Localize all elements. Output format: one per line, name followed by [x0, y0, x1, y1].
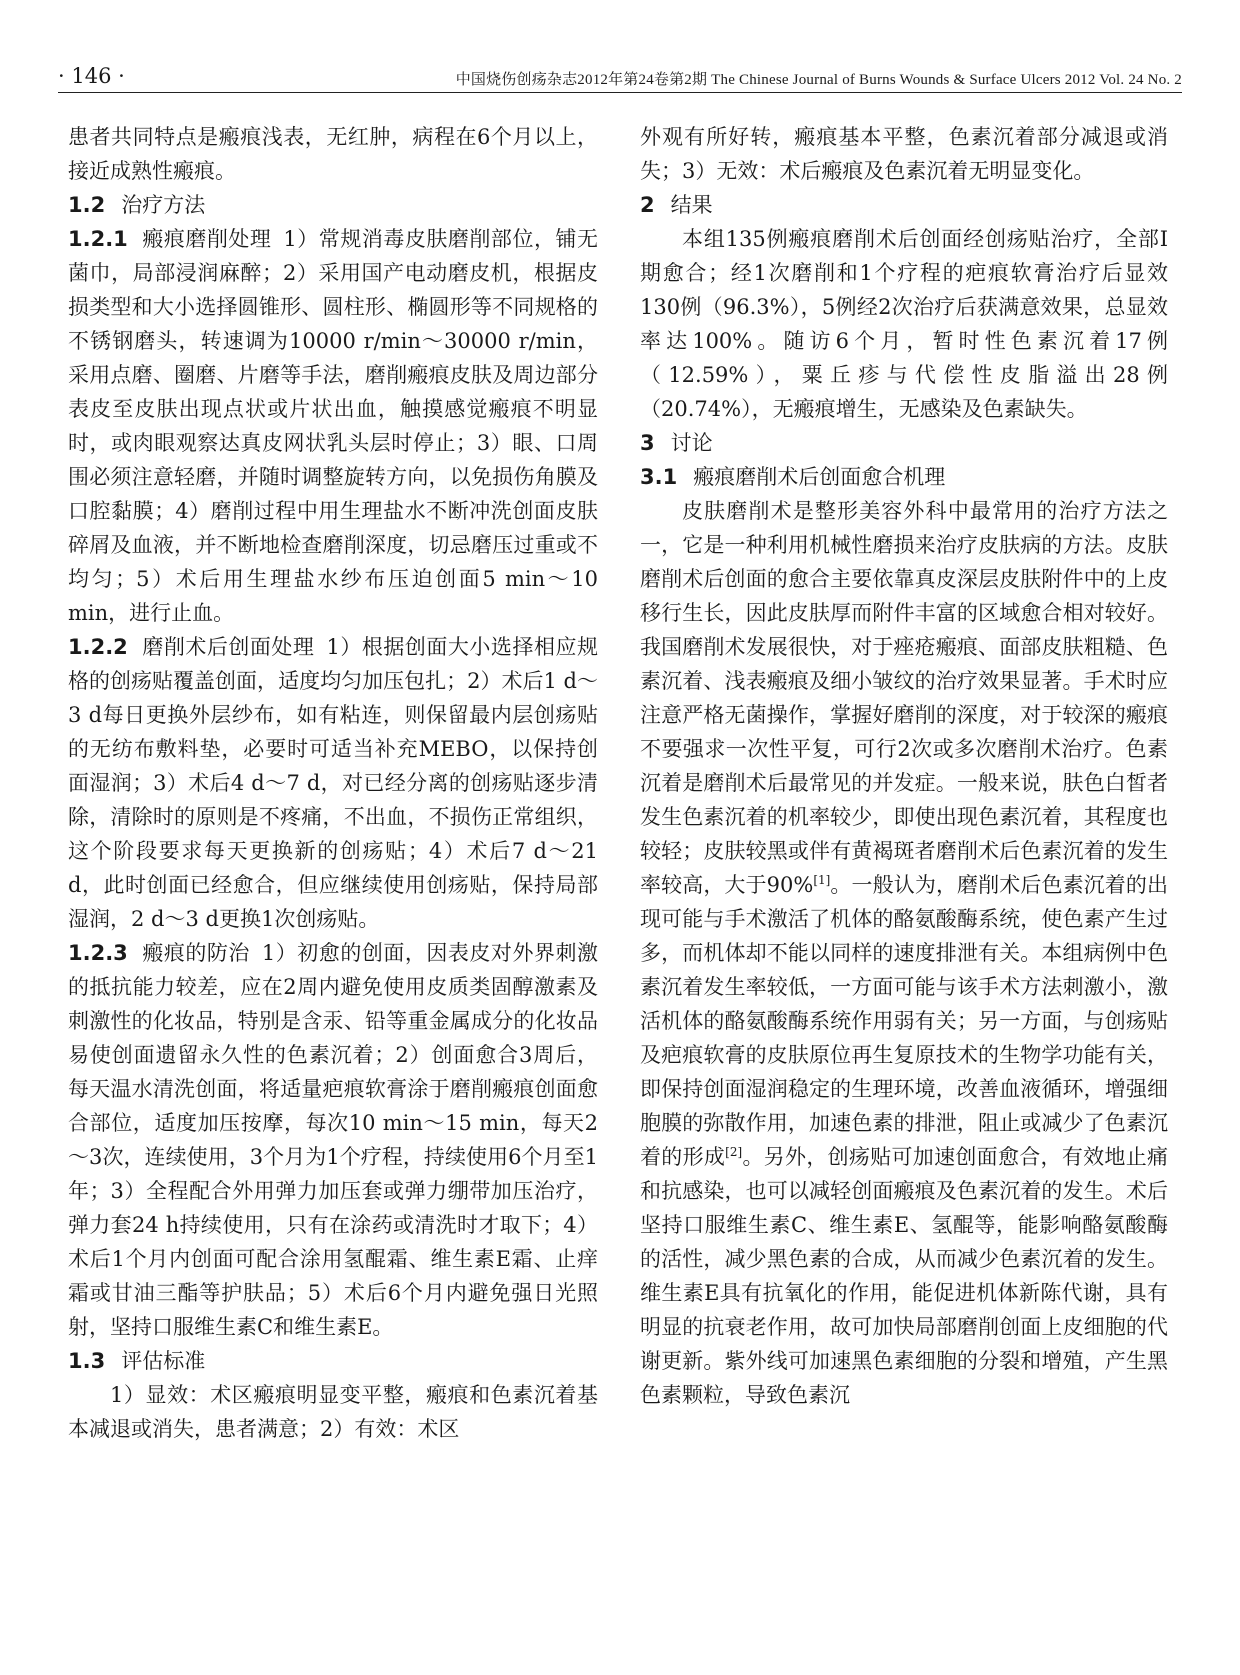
intro-paragraph: 患者共同特点是瘢痕浅表，无红肿，病程在6个月以上，接近成熟性瘢痕。	[68, 125, 598, 183]
subsection-number: 1.2.2	[68, 635, 128, 659]
discussion-paragraph	[640, 494, 1168, 1412]
subsection-1-2-3	[68, 936, 598, 1344]
section-heading-3-1	[640, 460, 1168, 494]
section-title: 评估标准	[121, 1349, 206, 1373]
subsection-body: 1）初愈的创面，因表皮对外界刺激的抵抗能力较差，应在2周内避免使用皮质类固醇激素及刺激性的化妆品，特别是含汞、铅等重金属成分的化妆品易使创面遗留永久性的色素沉着；2）创面愈合3周后，每天温水清洗创面，将适量疤痕软膏涂于磨削瘢痕创面愈合部位，适度加压按摩，每次10 min～15 min，每天2～3次，连续使用，3个月为1个疗程，持续使用6个月至1年；3）全程配合外用弹力加压套或弹力绷带加压治疗，弹力套24 h持续使用，只有在涂药或清洗时才取下；4）术后1个月内创面可配合涂用氢醌霜、维生素E霜、止痒霜或甘油三酯等护肤品；5）术后6个月内避免强日光照射，坚持口服维生素C和维生素E。	[68, 941, 598, 1339]
running-header	[58, 62, 1182, 93]
discussion-text: 。一般认为，磨削术后色素沉着的出现可能与手术激活了机体的酪氨酸酶系统，使色素产生过多，而机体却不能以同样的速度排泄有关。本组病例中色素沉着发生率较低，一方面可能与该手术方法刺激小，激活机体的酪氨酸酶系统作用弱有关；另一方面，与创疡贴及疤痕软膏的皮肤原位再生复原技术的生物学功能有关，即保持创面湿润稳定的生理环境，改善血液循环，增强细胞膜的弥散作用，加速色素的排泄，阻止或减少了色素沉着的形成	[640, 873, 1168, 1169]
section-number: 1.2	[68, 193, 106, 217]
subsection-body: 1）根据创面大小选择相应规格的创疡贴覆盖创面，适度均匀加压包扎；2）术后1 d～3 d每日更换外层纱布，如有粘连，则保留最内层创疡贴的无纺布敷料垫，必要时可适当补充MEBO，以保持创面湿润；3）术后4 d～7 d，对已经分离的创疡贴逐步清除，清除时的原则是不疼痛，不出血，不损伤正常组织，这个阶段要求每天更换新的创疡贴；4）术后7 d～21 d，此时创面已经愈合，但应继续使用创疡贴，保持局部湿润，2 d～3 d更换1次创疡贴。	[68, 635, 598, 931]
subsection-number: 1.2.1	[68, 227, 128, 251]
section-title: 治疗方法	[121, 193, 206, 217]
reference-1: [1]	[813, 873, 831, 887]
section-number: 3.1	[640, 465, 678, 489]
discussion-text: 皮肤磨削术是整形美容外科中最常用的治疗方法之一，它是一种利用机械性磨损来治疗皮肤病的方法。皮肤磨削术后创面的愈合主要依靠真皮深层皮肤附件中的上皮移行生长，因此皮肤厚而附件丰富的区域愈合相对较好。我国磨削术发展很快，对于痤疮瘢痕、面部皮肤粗糙、色素沉着、浅表瘢痕及细小皱纹的治疗效果显著。手术时应注意严格无菌操作，掌握好磨削的深度，对于较深的瘢痕不要强求一次性平复，可行2次或多次磨削术治疗。色素沉着是磨削术后最常见的并发症。一般来说，肤色白皙者发生色素沉着的机率较少，即使出现色素沉着，其程度也较轻；皮肤较黑或伴有黄褐斑者磨削术后色素沉着的发生率较高，大于90%	[640, 499, 1168, 897]
section-number: 1.3	[68, 1349, 106, 1373]
section-title: 讨论	[670, 431, 713, 455]
section-heading-1-2	[68, 188, 598, 222]
criteria-continued: 外观有所好转，瘢痕基本平整，色素沉着部分减退或消失；3）无效：术后瘢痕及色素沉着无明显变化。	[640, 125, 1168, 183]
section-title: 结果	[670, 193, 713, 217]
results-paragraph: 本组135例瘢痕磨削术后创面经创疡贴治疗，全部Ⅰ期愈合；经1次磨削和1个疗程的疤痕软膏治疗后显效130例（96.3%），5例经2次治疗后获满意效果，总显效率达100%。随访6个月，暂时性色素沉着17例（12.59%），粟丘疹与代偿性皮脂溢出28例（20.74%），无瘢痕增生，无感染及色素缺失。	[640, 227, 1168, 421]
subsection-body: 1）常规消毒皮肤磨削部位，铺无菌巾，局部浸润麻醉；2）采用国产电动磨皮机，根据皮损类型和大小选择圆锥形、圆柱形、椭圆形等不同规格的不锈钢磨头，转速调为10000 r/min～30000 r/min，采用点磨、圈磨、片磨等手法，磨削瘢痕皮肤及周边部分表皮至皮肤出现点状或片状出血，触摸感觉瘢痕不明显时，或肉眼观察达真皮网状乳头层时停止；3）眼、口周围必须注意轻磨，并随时调整旋转方向，以免损伤角膜及口腔黏膜；4）磨削过程中用生理盐水不断冲洗创面皮肤碎屑及血液，并不断地检查磨削深度，切忌磨压过重或不均匀；5）术后用生理盐水纱布压迫创面5 min～10 min，进行止血。	[68, 227, 598, 625]
subsection-title: 瘢痕的防治	[141, 941, 250, 965]
subsection-title: 瘢痕磨削处理	[141, 227, 272, 251]
section-heading-3	[640, 426, 1168, 460]
left-column	[68, 120, 598, 1446]
section-title: 瘢痕磨削术后创面愈合机理	[693, 465, 946, 489]
subsection-number: 1.2.3	[68, 941, 128, 965]
subsection-1-2-1	[68, 222, 598, 630]
subsection-1-2-2	[68, 630, 598, 936]
section-heading-2	[640, 188, 1168, 222]
discussion-text: 。另外，创疡贴可加速创面愈合，有效地止痛和抗感染，也可以减轻创面瘢痕及色素沉着的发生。术后坚持口服维生素C、维生素E、氢醌等，能影响酪氨酸酶的活性，减少黑色素的合成，从而减少色素沉着的发生。维生素E具有抗氧化的作用，能促进机体新陈代谢，具有明显的抗衰老作用，故可加快局部磨削创面上皮细胞的代谢更新。紫外线可加速黑色素细胞的分裂和增殖，产生黑色素颗粒，导致色素沉	[640, 1145, 1169, 1407]
criteria-paragraph: 1）显效：术区瘢痕明显变平整，瘢痕和色素沉着基本减退或消失，患者满意；2）有效：术区	[68, 1383, 598, 1441]
right-column	[640, 120, 1168, 1412]
section-number: 2	[640, 193, 655, 217]
page-number: · 146 ·	[58, 64, 125, 88]
journal-citation: 中国烧伤创疡杂志2012年第24卷第2期 The Chinese Journal of Burns Wounds & Surface Ulcers 2012 Vol. 24 No. 2	[455, 72, 1182, 88]
reference-2: [2]	[725, 1145, 743, 1159]
section-number: 3	[640, 431, 655, 455]
section-heading-1-3	[68, 1344, 598, 1378]
subsection-title: 磨削术后创面处理	[141, 635, 315, 659]
